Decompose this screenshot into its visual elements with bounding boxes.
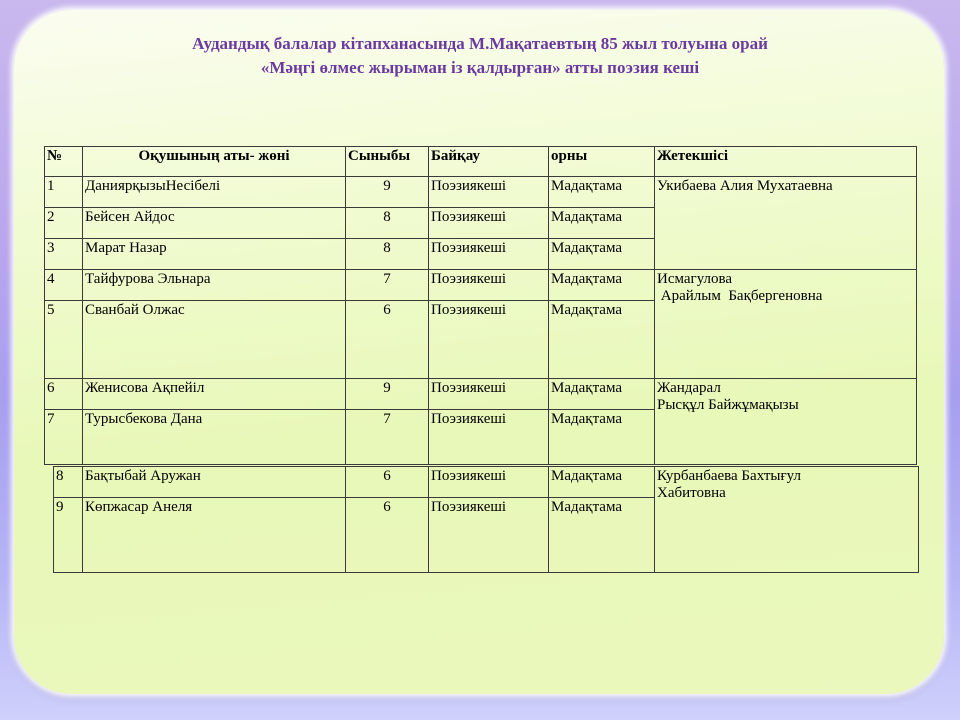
leader-cell [655, 177, 917, 270]
row-name: Марат Назар [83, 239, 346, 270]
row-place: Мадақтама [549, 498, 655, 573]
row-name: Женисова Ақпейіл [83, 379, 346, 410]
row-number: 8 [54, 467, 83, 498]
table-header-row [45, 147, 917, 177]
leader-name: Жандарал [657, 380, 721, 396]
table-row [45, 379, 917, 410]
row-name: Тайфурова Эльнара [83, 270, 346, 301]
row-number: 3 [45, 239, 83, 270]
row-place: Мадақтама [549, 410, 655, 465]
results-table [44, 146, 917, 465]
title-line-1: Аудандық балалар кітапханасында М.Мақатаевтың 85 жыл толуына орай [192, 34, 768, 53]
header-number: № [45, 147, 83, 177]
header-name: Оқушының аты- жөні [83, 147, 346, 177]
row-contest: Поэзиякеші [429, 177, 549, 208]
row-name: Турысбекова Дана [83, 410, 346, 465]
row-grade: 9 [346, 177, 429, 208]
leader-cell [655, 467, 919, 573]
row-grade: 9 [346, 379, 429, 410]
row-grade: 8 [346, 208, 429, 239]
leader-name-cont: Рысқұл Байжұмақызы [657, 397, 799, 413]
leader-cell [655, 270, 917, 379]
row-contest: Поэзиякеші [429, 410, 549, 465]
row-contest: Поэзиякеші [429, 239, 549, 270]
table-row [45, 177, 917, 208]
row-number: 9 [54, 498, 83, 573]
row-contest: Поэзиякеші [429, 498, 549, 573]
row-place: Мадақтама [549, 379, 655, 410]
row-place: Мадақтама [549, 239, 655, 270]
row-place: Мадақтама [549, 177, 655, 208]
row-grade: 6 [346, 498, 429, 573]
row-name: Бақтыбай Аружан [83, 467, 346, 498]
title-line-2: «Мәңгі өлмес жырыман із қалдырған» атты поэзия кеші [260, 58, 700, 77]
row-number: 7 [45, 410, 83, 465]
row-contest: Поэзиякеші [429, 467, 549, 498]
results-table-continued [53, 466, 919, 573]
leader-name: Курбанбаева Бахтығул [657, 468, 801, 484]
row-number: 5 [45, 301, 83, 379]
leader-name: Укибаева Алия Мухатаевна [657, 178, 833, 194]
table-row [45, 270, 917, 301]
header-contest: Байқау [429, 147, 549, 177]
row-contest: Поэзиякеші [429, 270, 549, 301]
row-name: Бейсен Айдос [83, 208, 346, 239]
row-place: Мадақтама [549, 208, 655, 239]
row-grade: 6 [346, 467, 429, 498]
row-number: 1 [45, 177, 83, 208]
leader-name-cont: Хабитовна [657, 485, 726, 501]
row-place: Мадақтама [549, 467, 655, 498]
row-place: Мадақтама [549, 301, 655, 379]
leader-name: Исмагулова [657, 271, 733, 287]
row-number: 6 [45, 379, 83, 410]
row-number: 4 [45, 270, 83, 301]
row-name: ДаниярқызыНесібелі [83, 177, 346, 208]
leader-name-cont: Арайлым Бақбергеновна [657, 288, 823, 304]
row-grade: 7 [346, 410, 429, 465]
header-place: орны [549, 147, 655, 177]
leader-cell [655, 379, 917, 465]
row-contest: Поэзиякеші [429, 208, 549, 239]
row-number: 2 [45, 208, 83, 239]
row-grade: 8 [346, 239, 429, 270]
row-contest: Поэзиякеші [429, 301, 549, 379]
row-contest: Поэзиякеші [429, 379, 549, 410]
table-row [54, 467, 919, 498]
row-name: Көпжасар Анеля [83, 498, 346, 573]
row-name: Сванбай Олжас [83, 301, 346, 379]
header-grade: Сыныбы [346, 147, 429, 177]
row-grade: 7 [346, 270, 429, 301]
row-place: Мадақтама [549, 270, 655, 301]
row-grade: 6 [346, 301, 429, 379]
header-leader: Жетекшісі [655, 147, 917, 177]
